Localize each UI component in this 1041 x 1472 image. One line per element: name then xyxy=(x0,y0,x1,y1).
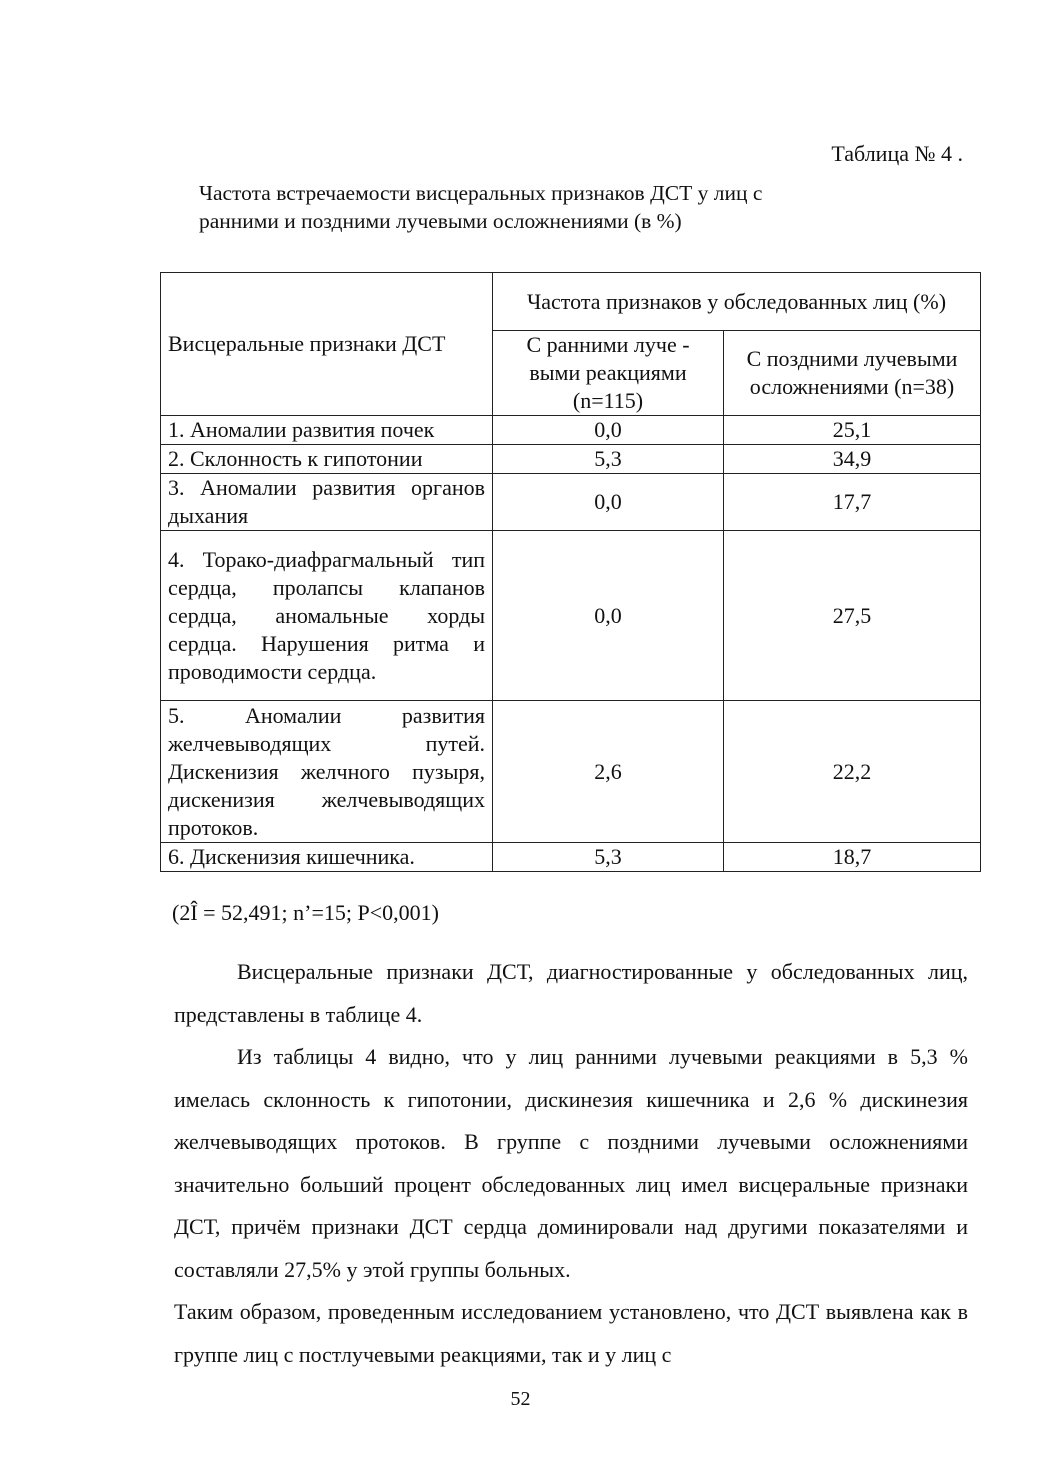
row-late-value: 34,9 xyxy=(724,445,981,474)
row-early-value: 2,6 xyxy=(493,701,724,843)
paragraph: Таким образом, проведенным исследованием установлено, что ДСТ выявлена как в группе лиц с постлучевыми реакциями, так и у лиц с xyxy=(174,1299,968,1367)
row-early-value: 0,0 xyxy=(493,416,724,445)
header-late-complications: С поздними лучевыми осложнениями (n=38) xyxy=(724,331,981,416)
caption-line-2: ранними и поздними лучевыми осложнениями (в %) xyxy=(199,209,682,233)
page-number: 52 xyxy=(510,1388,531,1410)
table-row xyxy=(161,843,981,872)
row-early-value: 5,3 xyxy=(493,445,724,474)
row-sign: 2. Склонность к гипотонии xyxy=(161,445,493,474)
statistics-formula: (2Î = 52,491; n’=15; P<0,001) xyxy=(172,900,439,925)
table-caption xyxy=(199,179,919,235)
row-sign: 6. Дискенизия кишечника. xyxy=(161,843,493,872)
caption-line-1: Частота встречаемости висцеральных признаков ДСТ у лиц с xyxy=(199,181,763,205)
row-late-value: 27,5 xyxy=(724,531,981,701)
row-sign: 1. Аномалии развития почек xyxy=(161,416,493,445)
paragraph: Висцеральные признаки ДСТ, диагностированные у обследованных лиц, представлены в таблице 4. xyxy=(174,959,968,1027)
row-sign: 3. Аномалии развития органов дыхания xyxy=(161,474,493,531)
table-row xyxy=(161,531,981,701)
paragraph: Из таблицы 4 видно, что у лиц ранними лучевыми реакциями в 5,3 % имелась склонность к гипотонии, дискинезия кишечника и 2,6 % дискинезия желчевыводящих протоков. В группе с поздними лучевыми осложнениями значительно больший процент обследованных лиц имел висцеральные признаки ДСТ, причём признаки ДСТ сердца доминировали над другими показателями и составляли 27,5% у этой группы больных. xyxy=(174,1044,968,1282)
table-row xyxy=(161,701,981,843)
row-late-value: 17,7 xyxy=(724,474,981,531)
header-frequency: Частота признаков у обследованных лиц (%) xyxy=(493,273,981,331)
row-late-value: 18,7 xyxy=(724,843,981,872)
body-text xyxy=(174,951,968,1376)
header-signs: Висцеральные признаки ДСТ xyxy=(161,273,493,416)
visceral-signs-table xyxy=(160,272,981,872)
row-early-value: 0,0 xyxy=(493,474,724,531)
row-sign: 4. Торако-диафрагмальный тип сердца, пролапсы клапанов сердца, аномальные хорды сердца. Нарушения ритма и проводимости сердца. xyxy=(161,531,493,701)
row-early-value: 0,0 xyxy=(493,531,724,701)
table-row xyxy=(161,474,981,531)
table-number-label: Таблица № 4 . xyxy=(831,141,963,166)
row-late-value: 22,2 xyxy=(724,701,981,843)
row-early-value: 5,3 xyxy=(493,843,724,872)
row-late-value: 25,1 xyxy=(724,416,981,445)
header-early-reactions: С ранними луче - выми реакциями (n=115) xyxy=(493,331,724,416)
table-row xyxy=(161,416,981,445)
row-sign: 5. Аномалии развития желчевыводящих путей. Дискенизия желчного пузыря, дискенизия желчевыводящих протоков. xyxy=(161,701,493,843)
table-row xyxy=(161,445,981,474)
